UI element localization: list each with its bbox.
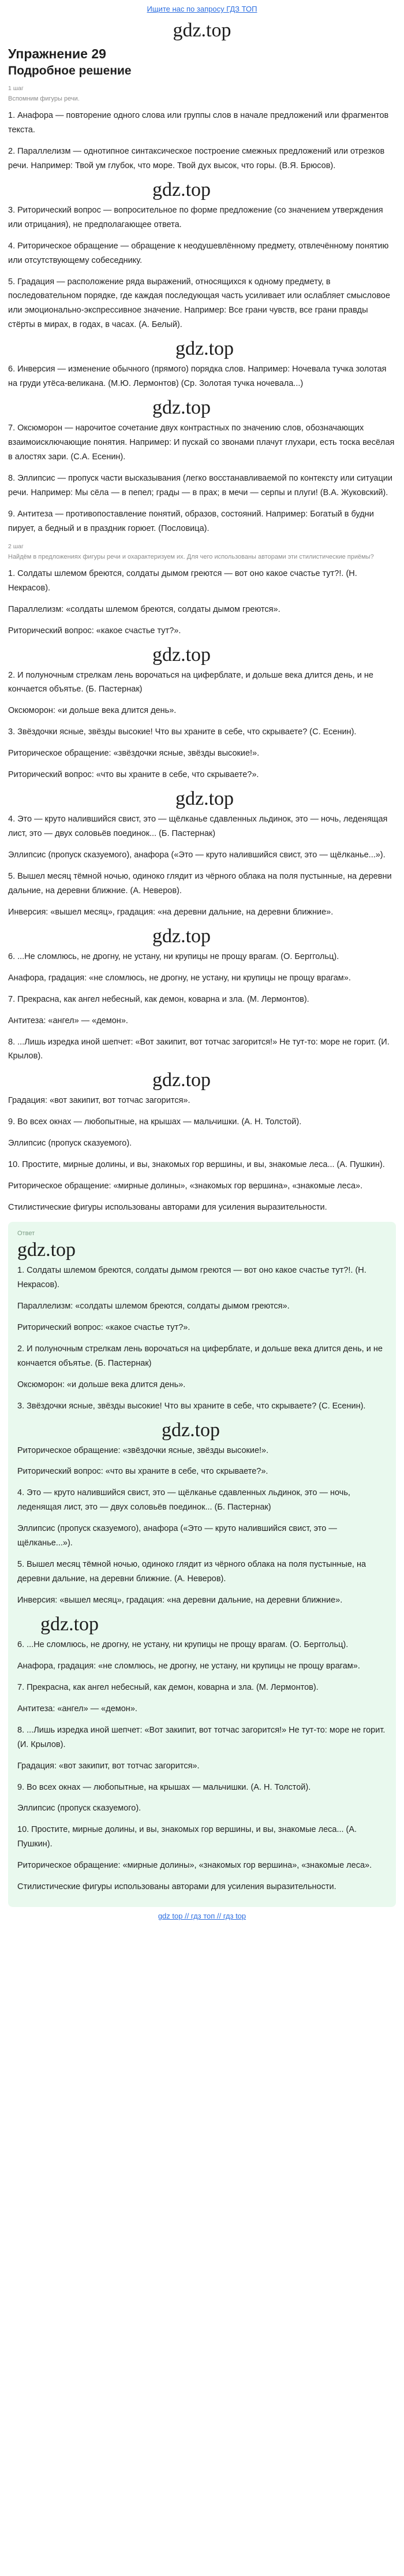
watermark: gdz.top xyxy=(152,644,211,666)
page-subtitle: Подробное решение xyxy=(8,64,132,77)
list-item: Анафора, градация: «не сломлюсь, не дрогну, не устану, ни крупицы не прощу врагам». xyxy=(17,1661,360,1671)
list-item: 8. ...Лишь изредка иной шепчет: «Вот закипит, вот тотчас загорится!» Не тут-то: море не горит. (И. Крылов). xyxy=(8,1037,390,1061)
page-title: Упражнение 29 xyxy=(8,46,106,61)
step-1 xyxy=(8,85,396,536)
list-item: Градация: «вот закипит, вот тотчас загорится». xyxy=(8,1096,190,1106)
list-item: 7. Прекрасна, как ангел небесный, как демон, коварна и зла. (М. Лермонтов). xyxy=(8,994,309,1004)
list-item: 5. Вышел месяц тёмной ночью, одиноко глядит из чёрного облака на поля пустынные, на деревни дальние, на деревни ближние. (А. Неверов). xyxy=(17,1560,366,1584)
watermark: gdz.top xyxy=(40,1613,99,1635)
step-1-desc: Вспомним фигуры речи. xyxy=(8,95,80,102)
list-item: 2. Параллелизм — однотипное синтаксическое построение смежных предложений или отрезков речи. Например: Твой ум глубок, что море. Твой дух высок, что горы. (В.Я. Брюсов). xyxy=(8,146,385,170)
list-item: 8. ...Лишь изредка иной шепчет: «Вот закипит, вот тотчас загорится!» Не тут-то: море не горит. (И. Крылов). xyxy=(17,1725,386,1749)
list-item: 7. Прекрасна, как ангел небесный, как демон, коварна и зла. (М. Лермонтов). xyxy=(17,1682,319,1692)
list-item: Эллипсис (пропуск сказуемого), анафора («Это — круто налившийся свист, это — щёлканье...»). xyxy=(17,1524,337,1548)
watermark: gdz.top xyxy=(162,1419,220,1441)
step-2 xyxy=(8,543,396,1215)
list-item: 10. Простите, мирные долины, и вы, знакомых гор вершины, и вы, знакомые леса... (А. Пушкин). xyxy=(17,1825,357,1849)
list-item: Риторический вопрос: «какое счастье тут?». xyxy=(17,1322,190,1332)
list-item: 3. Звёздочки ясные, звёзды высокие! Что вы храните в себе, что скрываете? (С. Есенин). xyxy=(17,1401,366,1411)
list-item: 3. Риторический вопрос — вопросительное по форме предложение (со значением утверждения или отрицания), не предполагающее ответа. xyxy=(8,205,383,229)
watermark: gdz.top xyxy=(175,788,234,810)
list-item: Инверсия: «вышел месяц», градация: «на деревни дальние, на деревни ближние». xyxy=(17,1596,343,1605)
list-item: 6. ...Не сломлюсь, не дрогну, не устану, ни крупицы не прощу врагам. (О. Берггольц). xyxy=(17,1640,349,1649)
watermark: gdz.top xyxy=(152,1069,211,1091)
list-item: 9. Во всех окнах — любопытные, на крышах — мальчишки. (А. Н. Толстой). xyxy=(8,1117,302,1127)
list-item: 1. Анафора — повторение одного слова или группы слов в начале предложений или фрагментов текста. xyxy=(8,111,389,135)
list-item: Стилистические фигуры использованы авторами для усиления выразительности. xyxy=(8,1203,327,1213)
list-item: Эллипсис (пропуск сказуемого). xyxy=(17,1804,141,1813)
list-item: Оксюморон: «и дольше века длится день». xyxy=(8,706,177,716)
list-item: 5. Градация — расположение ряда выражений, относящихся к одному предмету, в последовательном порядке, где каждая последующая часть усиливает или ослабляет смысловое или эмоционально-экспрессивное значение. Например: Все грани чувств, все грани правды стёрты в мирах, в годах, в часах. (А. Белый). xyxy=(8,277,390,330)
list-item: Стилистические фигуры использованы авторами для усиления выразительности. xyxy=(17,1882,336,1892)
list-item: Эллипсис (пропуск сказуемого), анафора («Это — круто налившийся свист, это — щёлканье...»). xyxy=(8,850,386,860)
step-1-label: 1 шаг xyxy=(8,85,24,92)
list-item: 1. Солдаты шлемом бреются, солдаты дымом греются — вот оно какое счастье тут?!. (Н. Некрасов). xyxy=(17,1266,366,1289)
list-item: Градация: «вот закипит, вот тотчас загорится». xyxy=(17,1761,200,1771)
list-item: Риторический вопрос: «что вы храните в себе, что скрываете?». xyxy=(17,1467,268,1477)
watermark: gdz.top xyxy=(152,179,211,200)
watermark: gdz.top xyxy=(152,925,211,947)
list-item: Анафора, градация: «не сломлюсь, не дрогну, не устану, ни крупицы не прощу врагам». xyxy=(8,973,351,983)
list-item: 3. Звёздочки ясные, звёзды высокие! Что вы храните в себе, что скрываете? (С. Есенин). xyxy=(8,727,357,737)
list-item: Эллипсис (пропуск сказуемого). xyxy=(8,1139,132,1148)
list-item: Риторическое обращение: «звёздочки ясные, звёзды высокие!». xyxy=(8,749,260,759)
list-item: 2. И полуночным стрелкам лень ворочаться на циферблате, и дольше века длится день, и не кончается объятье. (Б. Пастернак) xyxy=(8,670,373,694)
list-item: 4. Это — круто налившийся свист, это — щёлканье сдавленных льдинок, это — ночь, леденящая лист, это — двух соловьёв поединок... (Б. Пастернак) xyxy=(8,815,388,839)
list-item: 7. Оксюморон — нарочитое сочетание двух контрастных по значению слов, обозначающих взаимоисключающие понятия. Например: И пускай со звонами плачут глухари, есть тоска весёлая в алостях зари. (С.А. Есенин). xyxy=(8,423,395,462)
watermark: gdz.top xyxy=(17,1239,76,1261)
list-item: 2. И полуночным стрелкам лень ворочаться на циферблате, и дольше века длится день, и не кончается объятье. (Б. Пастернак) xyxy=(17,1344,383,1368)
list-item: Риторический вопрос: «какое счастье тут?». xyxy=(8,626,181,635)
list-item: Параллелизм: «солдаты шлемом бреются, солдаты дымом греются». xyxy=(17,1301,290,1311)
list-item: 4. Это — круто налившийся свист, это — щёлканье сдавленных льдинок, это — ночь, леденящая лист, это — двух соловьёв поединок... (Б. Пастернак) xyxy=(17,1488,350,1512)
footer-links[interactable]: gdz top // гдз топ // гдз top xyxy=(158,1912,246,1921)
list-item: 4. Риторическое обращение — обращение к неодушевлённому предмету, отвлечённому понятию или отсутствующему собеседнику. xyxy=(8,241,389,265)
list-item: 8. Эллипсис — пропуск части высказывания (легко восстанавливаемой по контексту или ситуации речи. Например: Мы сёла — в пепел; грады — в прах; в мечи — серпы и плуги! (В.А. Жуковский). xyxy=(8,473,392,497)
list-item: 9. Во всех окнах — любопытные, на крышах — мальчишки. (А. Н. Толстой). xyxy=(17,1782,311,1792)
watermark: gdz.top xyxy=(175,338,234,360)
list-item: Антитеза: «ангел» — «демон». xyxy=(17,1704,137,1713)
watermark: gdz.top xyxy=(152,397,211,419)
top-search-link[interactable]: Ищите нас по запросу ГДЗ ТОП xyxy=(147,5,257,13)
step-2-label: 2 шаг xyxy=(8,542,24,550)
answer-label: Ответ xyxy=(17,1230,35,1237)
list-item: 6. Инверсия — изменение обычного (прямого) порядка слов. Например: Ночевала тучка золотая на груди утёса-великана. (М.Ю. Лермонтов) (Ср. Золотая тучка ночевала...) xyxy=(8,365,387,389)
list-item: Оксюморон: «и дольше века длится день». xyxy=(17,1380,186,1389)
list-item: 9. Антитеза — противопоставление понятий, образов, состояний. Например: Богатый в будни пирует, а бедный и в праздник горюет. (Пословица). xyxy=(8,509,374,533)
list-item: Антитеза: «ангел» — «демон». xyxy=(8,1016,128,1025)
list-item: 10. Простите, мирные долины, и вы, знакомых гор вершины, и вы, знакомые леса... (А. Пушкин). xyxy=(8,1160,385,1170)
list-item: Риторическое обращение: «мирные долины», «знакомых гор вершина», «знакомые леса». xyxy=(17,1861,372,1871)
list-item: 6. ...Не сломлюсь, не дрогну, не устану, ни крупицы не прощу врагам. (О. Берггольц). xyxy=(8,951,339,961)
list-item: Инверсия: «вышел месяц», градация: «на деревни дальние, на деревни ближние». xyxy=(8,907,334,917)
list-item: Риторическое обращение: «звёздочки ясные, звёзды высокие!». xyxy=(17,1445,269,1455)
list-item: Параллелизм: «солдаты шлемом бреются, солдаты дымом греются». xyxy=(8,604,280,614)
list-item: Риторическое обращение: «мирные долины», «знакомых гор вершина», «знакомые леса». xyxy=(8,1181,363,1191)
content xyxy=(0,21,404,1920)
list-item: 5. Вышел месяц тёмной ночью, одиноко глядит из чёрного облака на поля пустынные, на деревни дальние, на деревни ближние. (А. Неверов). xyxy=(8,871,392,895)
watermark: gdz.top xyxy=(173,20,231,41)
list-item: 1. Солдаты шлемом бреются, солдаты дымом греются — вот оно какое счастье тут?!. (Н. Некрасов). xyxy=(8,568,357,593)
step-2-desc: Найдём в предложениях фигуры речи и охарактеризуем их. Для чего использованы авторами эти стилистические приёмы? xyxy=(8,553,374,560)
answer-box xyxy=(8,1222,396,1907)
list-item: Риторический вопрос: «что вы храните в себе, что скрываете?». xyxy=(8,770,259,780)
